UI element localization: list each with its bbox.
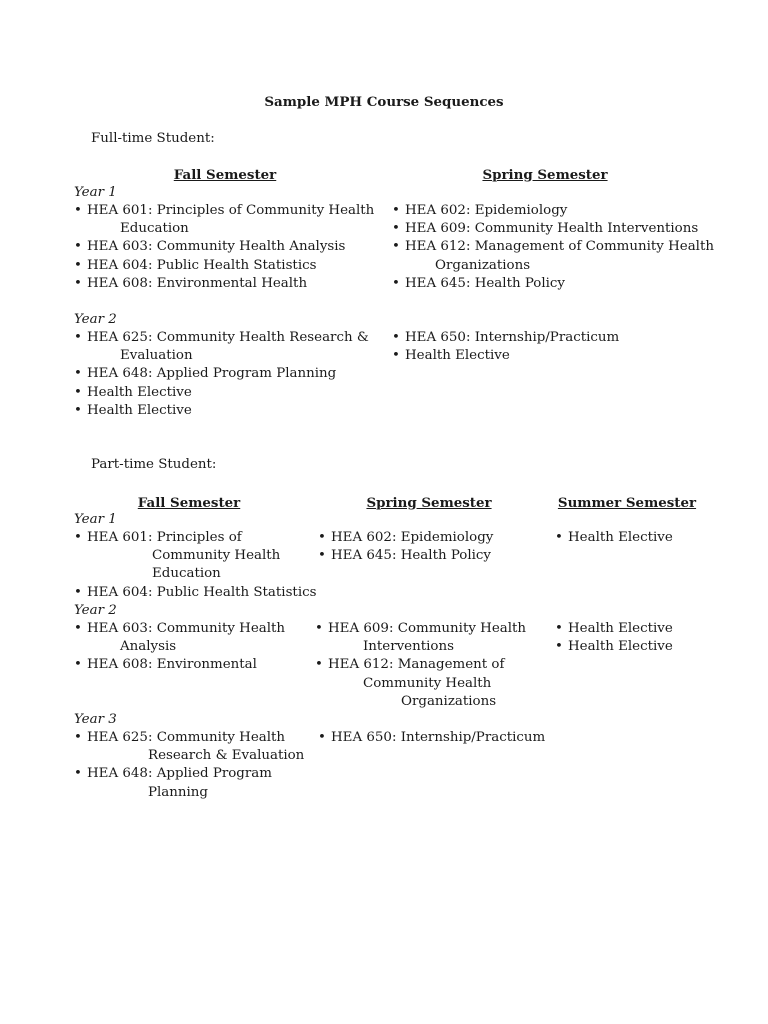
course-name-continued: Evaluation bbox=[120, 348, 193, 364]
bullet-icon: • bbox=[74, 203, 82, 218]
bullet-icon: • bbox=[555, 639, 563, 655]
course-item bbox=[74, 238, 374, 256]
full-time-label: Full-time Student: bbox=[91, 131, 215, 146]
course-name-continued: Organizations bbox=[435, 257, 531, 273]
course-name: HEA 608: Environmental Health bbox=[87, 275, 308, 291]
course-name-continued: Education bbox=[152, 566, 221, 582]
course-name: HEA 612: Management of Community Health bbox=[405, 239, 714, 255]
ft-year2-label: Year 2 bbox=[74, 312, 117, 327]
pt-year3-fall-list bbox=[74, 729, 304, 802]
ft-year2-fall-list bbox=[74, 329, 369, 420]
bullet-icon: • bbox=[555, 621, 563, 636]
course-item bbox=[74, 329, 369, 365]
pt-year1-fall-list bbox=[74, 529, 316, 602]
bullet-icon: • bbox=[74, 384, 82, 400]
course-item bbox=[392, 202, 714, 220]
bullet-icon: • bbox=[74, 621, 82, 636]
course-name-continued: Interventions bbox=[363, 639, 454, 655]
course-item bbox=[392, 238, 714, 274]
course-item bbox=[315, 620, 526, 656]
course-name-continued: Analysis bbox=[120, 639, 177, 655]
course-item bbox=[74, 402, 369, 420]
bullet-icon: • bbox=[315, 657, 323, 673]
pt-year1-label: Year 1 bbox=[74, 512, 117, 527]
course-name: HEA 645: Health Policy bbox=[405, 275, 565, 291]
course-name: HEA 625: Community Health Research & bbox=[87, 330, 369, 345]
course-item bbox=[74, 729, 304, 765]
course-item bbox=[74, 656, 285, 674]
course-name: HEA 602: Epidemiology bbox=[405, 203, 568, 218]
bullet-icon: • bbox=[392, 203, 400, 218]
bullet-icon: • bbox=[318, 548, 326, 564]
course-name: HEA 609: Community Health Interventions bbox=[405, 221, 699, 237]
course-item bbox=[74, 257, 374, 275]
course-item bbox=[318, 529, 493, 547]
bullet-icon: • bbox=[74, 257, 82, 273]
bullet-icon: • bbox=[74, 584, 82, 600]
course-name-continued: Planning bbox=[148, 784, 209, 800]
course-name: HEA 609: Community Health bbox=[328, 621, 527, 636]
bullet-icon: • bbox=[74, 239, 82, 255]
course-item bbox=[318, 729, 545, 747]
pt-fall-heading: Fall Semester bbox=[137, 495, 241, 511]
course-name: HEA 645: Health Policy bbox=[331, 548, 491, 564]
bullet-icon: • bbox=[74, 402, 82, 418]
course-item bbox=[74, 202, 374, 238]
course-name: HEA 604: Public Health Statistics bbox=[87, 584, 317, 600]
course-name: HEA 601: Principles of Community Health bbox=[87, 203, 375, 218]
course-name: Health Elective bbox=[405, 348, 510, 364]
pt-year2-fall-list bbox=[74, 620, 285, 675]
course-name: HEA 601: Principles of bbox=[87, 530, 242, 545]
bullet-icon: • bbox=[74, 766, 82, 782]
course-name-continued: Research & Evaluation bbox=[148, 748, 305, 764]
course-item bbox=[74, 384, 369, 402]
pt-year3-spring-list bbox=[318, 729, 545, 747]
course-name: HEA 648: Applied Program Planning bbox=[87, 366, 337, 382]
bullet-icon: • bbox=[74, 330, 82, 345]
course-item bbox=[74, 584, 316, 602]
course-item bbox=[74, 620, 285, 656]
ft-year1-label: Year 1 bbox=[74, 185, 117, 200]
bullet-icon: • bbox=[392, 275, 400, 291]
bullet-icon: • bbox=[74, 730, 82, 745]
bullet-icon: • bbox=[392, 221, 400, 237]
pt-spring-heading: Spring Semester bbox=[366, 495, 492, 511]
course-name: HEA 612: Management of bbox=[328, 657, 505, 673]
part-time-label: Part-time Student: bbox=[91, 457, 217, 472]
pt-summer-heading: Summer Semester bbox=[557, 495, 697, 511]
document-title: Sample MPH Course Sequences bbox=[264, 94, 504, 110]
bullet-icon: • bbox=[392, 330, 400, 345]
course-item bbox=[74, 765, 304, 801]
ft-spring-heading: Spring Semester bbox=[482, 167, 608, 183]
bullet-icon: • bbox=[74, 275, 82, 291]
pt-year2-spring-list bbox=[315, 620, 526, 711]
course-name: HEA 648: Applied Program bbox=[87, 766, 272, 782]
course-name: Health Elective bbox=[568, 621, 673, 636]
bullet-icon: • bbox=[392, 239, 400, 255]
course-name: HEA 650: Internship/Practicum bbox=[331, 730, 546, 745]
bullet-icon: • bbox=[74, 657, 82, 673]
course-item bbox=[318, 547, 493, 565]
course-name: Health Elective bbox=[568, 530, 673, 545]
ft-fall-heading: Fall Semester bbox=[173, 167, 277, 183]
bullet-icon: • bbox=[74, 366, 82, 382]
pt-year2-summer-list bbox=[555, 620, 673, 656]
course-name: HEA 608: Environmental bbox=[87, 657, 257, 673]
course-name: Health Elective bbox=[87, 402, 192, 418]
course-item bbox=[392, 275, 714, 293]
course-item bbox=[555, 638, 673, 656]
course-name-continued: Community Health bbox=[152, 548, 281, 564]
course-name: HEA 603: Community Health bbox=[87, 621, 286, 636]
ft-year1-fall-list bbox=[74, 202, 374, 293]
pt-year2-label: Year 2 bbox=[74, 603, 117, 618]
course-name: HEA 604: Public Health Statistics bbox=[87, 257, 317, 273]
bullet-icon: • bbox=[555, 530, 563, 545]
ft-year1-spring-list bbox=[392, 202, 714, 293]
ft-year2-spring-list bbox=[392, 329, 619, 365]
course-name: HEA 602: Epidemiology bbox=[331, 530, 494, 545]
bullet-icon: • bbox=[315, 621, 323, 636]
bullet-icon: • bbox=[392, 348, 400, 364]
course-item bbox=[392, 220, 714, 238]
bullet-icon: • bbox=[318, 730, 326, 745]
course-name: Health Elective bbox=[87, 384, 192, 400]
course-item bbox=[74, 275, 374, 293]
course-item bbox=[555, 529, 673, 547]
course-name-continued: Community Health bbox=[363, 675, 492, 691]
course-name: HEA 650: Internship/Practicum bbox=[405, 330, 620, 345]
course-name: HEA 603: Community Health Analysis bbox=[87, 239, 346, 255]
pt-year1-summer-list bbox=[555, 529, 673, 547]
course-name: Health Elective bbox=[568, 639, 673, 655]
course-item bbox=[555, 620, 673, 638]
pt-year3-label: Year 3 bbox=[74, 712, 117, 727]
course-name-continued: Organizations bbox=[401, 693, 497, 709]
pt-year1-spring-list bbox=[318, 529, 493, 565]
course-item bbox=[74, 529, 316, 584]
bullet-icon: • bbox=[74, 530, 82, 545]
course-name-continued: Education bbox=[120, 221, 189, 237]
course-item bbox=[74, 365, 369, 383]
course-item bbox=[392, 329, 619, 347]
course-item bbox=[392, 347, 619, 365]
course-name: HEA 625: Community Health bbox=[87, 730, 286, 745]
course-item bbox=[315, 656, 526, 711]
bullet-icon: • bbox=[318, 530, 326, 545]
